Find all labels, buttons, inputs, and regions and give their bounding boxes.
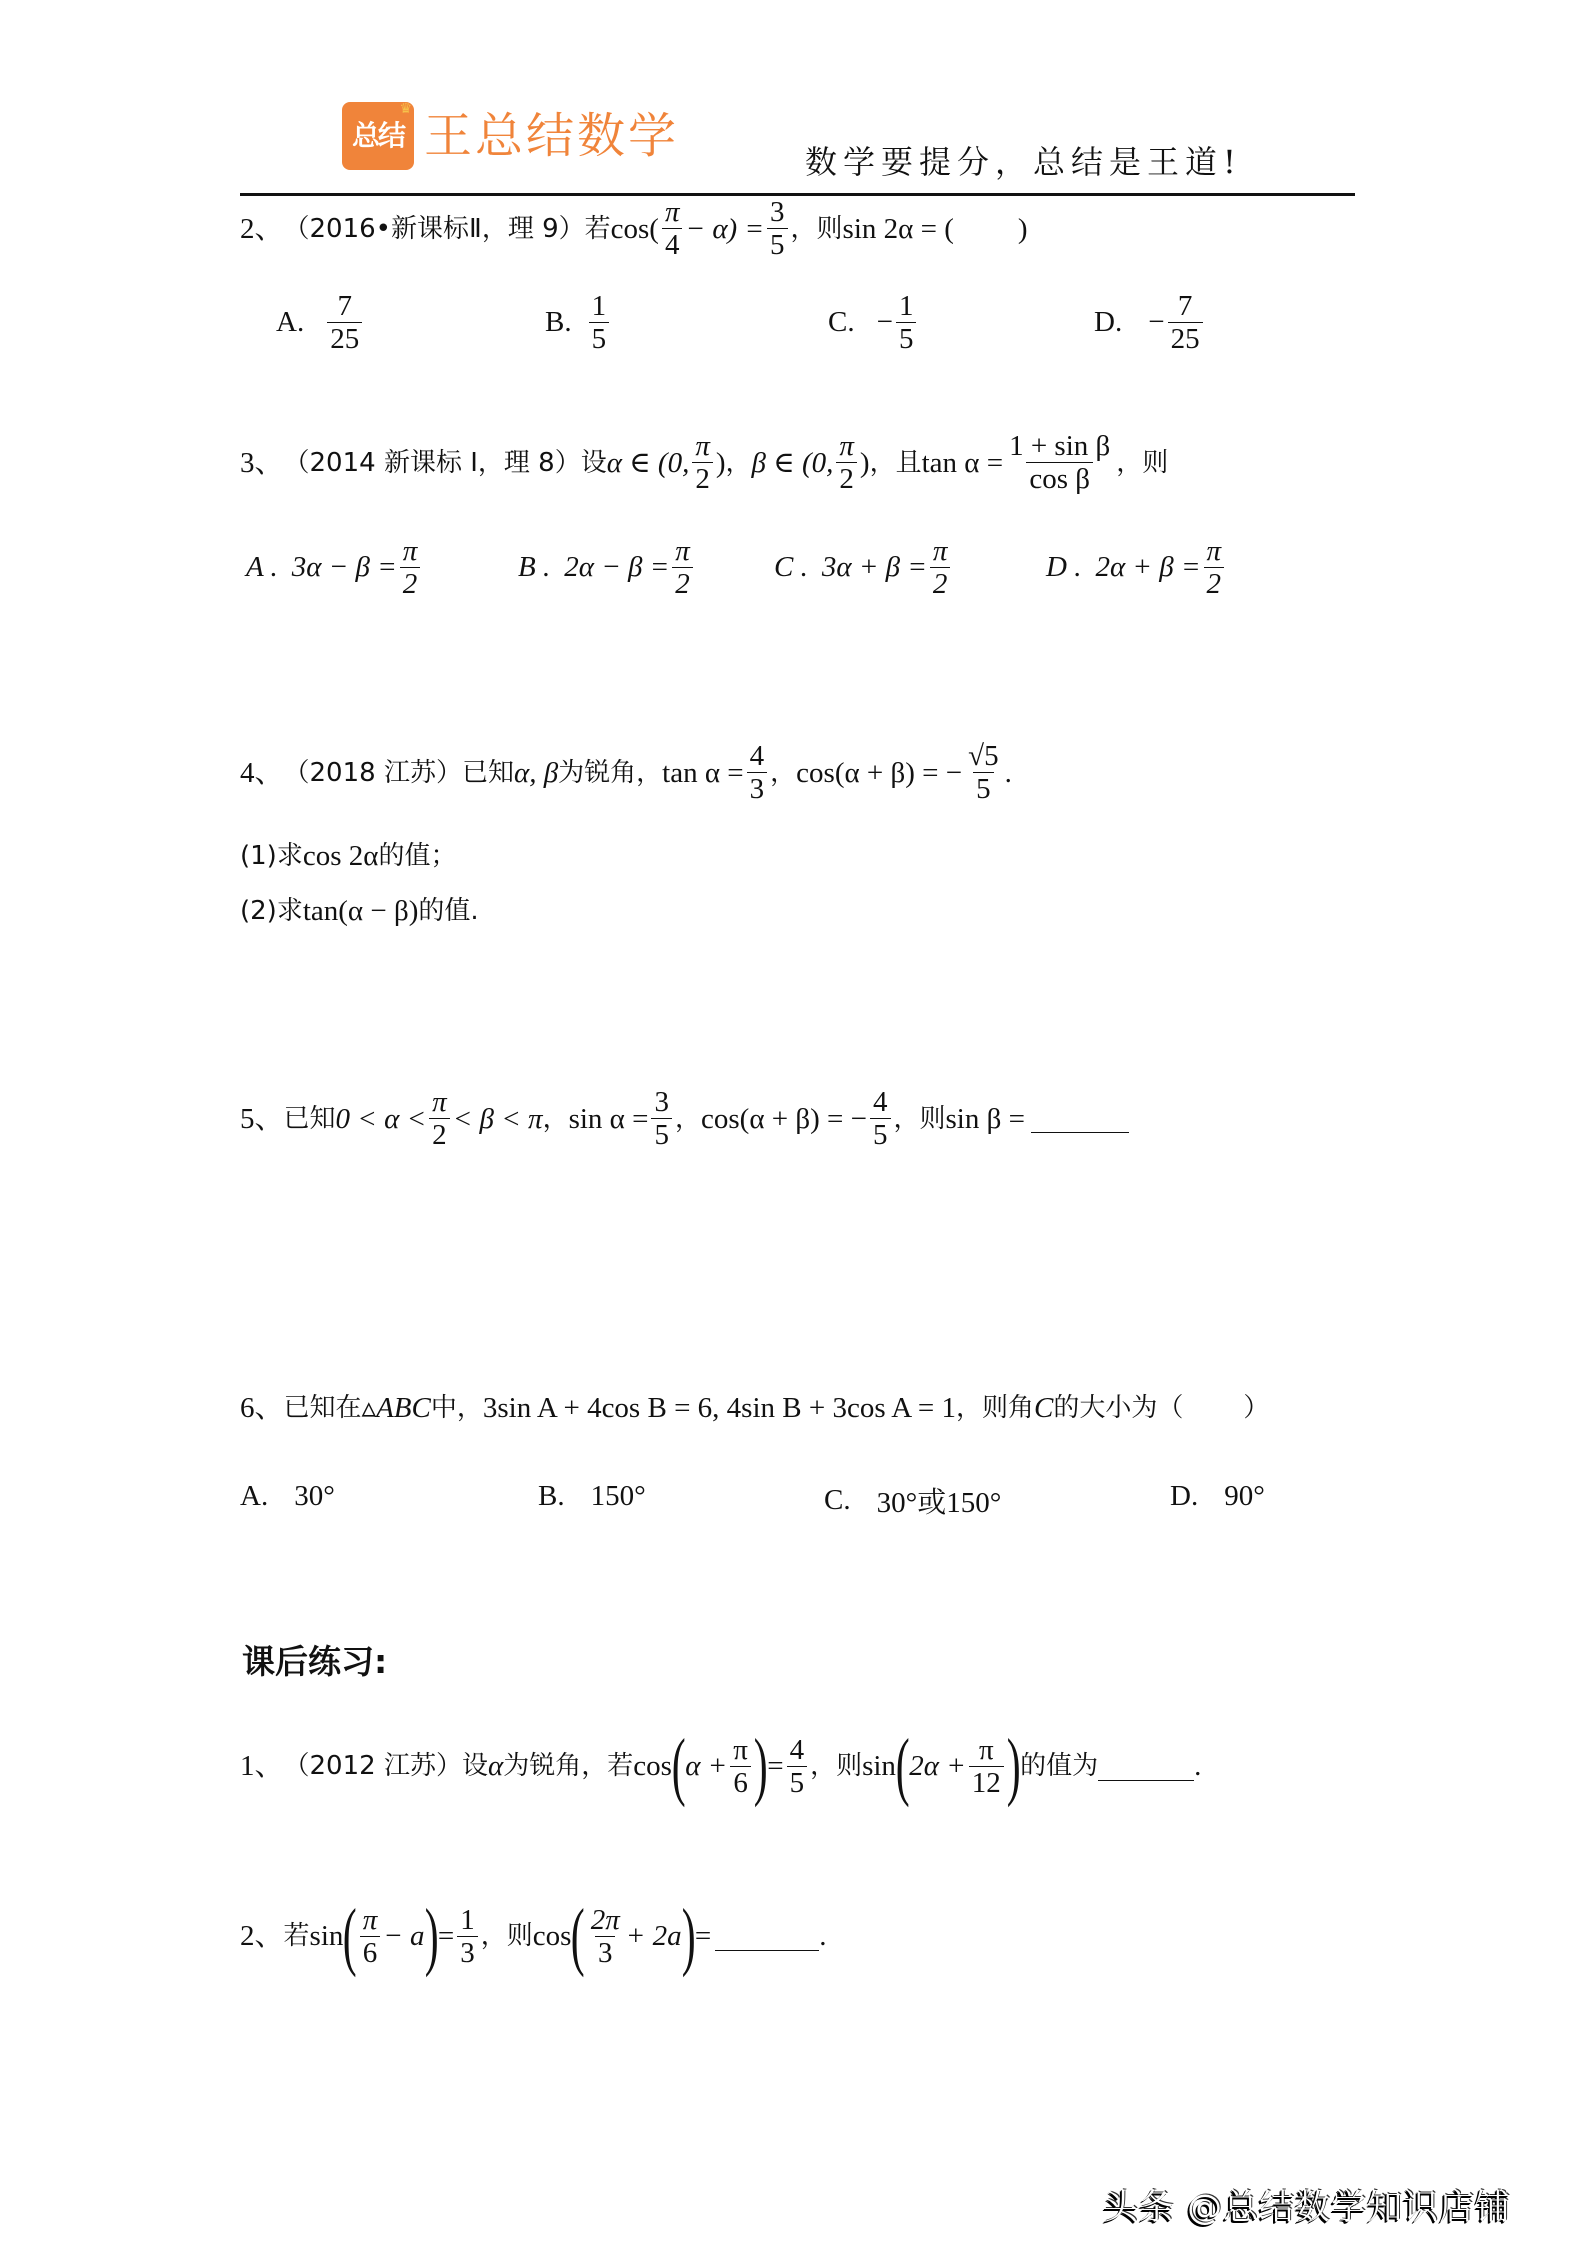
text: 设 xyxy=(580,447,607,478)
paren-close: ） xyxy=(1243,1393,1270,1423)
homework-1 xyxy=(240,1724,1202,1808)
option-b xyxy=(518,535,696,600)
text: 已知 xyxy=(461,757,514,788)
denominator: 2 xyxy=(692,462,713,495)
question-source: （2012 江苏） xyxy=(283,1751,462,1781)
math-expr: α ∈ (0, xyxy=(606,446,690,479)
math-expr: cos(α + β) = − xyxy=(796,756,963,789)
text: 为锐角， xyxy=(558,757,663,788)
question-number: 3、 xyxy=(240,446,284,479)
denominator: 5 xyxy=(870,1118,891,1151)
math-func: sin xyxy=(309,1920,344,1952)
homework-2 xyxy=(240,1894,827,1978)
fraction xyxy=(787,1734,808,1799)
fraction xyxy=(969,1734,1004,1799)
question-number: 6、 xyxy=(240,1392,284,1424)
math-expr: + 2a xyxy=(625,1920,682,1952)
math-expr: = xyxy=(437,1920,455,1952)
logo-badge-text: 总结 xyxy=(351,119,404,152)
text: 的大小为（ xyxy=(1053,1393,1184,1423)
denominator: 12 xyxy=(969,1766,1004,1799)
option-a xyxy=(276,290,365,355)
denominator: 25 xyxy=(1168,322,1203,355)
math-func: sin xyxy=(862,1750,896,1782)
option-label: C. xyxy=(824,1484,851,1516)
denominator: 3 xyxy=(457,1936,478,1969)
math-expr: − α) = xyxy=(685,212,765,245)
question-6 xyxy=(240,1390,1269,1426)
paren-close: ) xyxy=(753,1724,768,1808)
option-d xyxy=(1170,1480,1265,1513)
answer-blank[interactable] xyxy=(1031,1104,1129,1133)
numerator: 2π xyxy=(590,1903,620,1936)
denominator: 5 xyxy=(589,322,610,355)
text: 为锐角，若 xyxy=(503,1751,634,1781)
math-expr: α xyxy=(487,1750,504,1782)
fraction xyxy=(1006,430,1113,495)
numerator: π xyxy=(978,1733,994,1766)
sign: − xyxy=(876,306,893,338)
question-4-part-1 xyxy=(240,838,456,874)
question-number: 1、 xyxy=(240,1750,284,1782)
text: 已知 xyxy=(283,1103,336,1134)
option-c xyxy=(828,290,919,355)
denominator: 2 xyxy=(836,462,857,495)
fraction xyxy=(1204,535,1225,600)
paren-close: ) xyxy=(424,1894,439,1978)
fraction xyxy=(870,1086,891,1151)
fraction xyxy=(836,430,857,495)
numerator: π xyxy=(932,535,948,567)
math-expr: 3α + β = xyxy=(821,551,927,583)
fraction xyxy=(651,1086,672,1151)
numerator: π xyxy=(839,430,854,462)
option-label: B . xyxy=(518,551,551,583)
numerator: π xyxy=(1206,535,1222,567)
option-label: C. xyxy=(828,306,855,338)
math-expr: α + xyxy=(685,1750,728,1782)
option-value: 30°或150° xyxy=(876,1487,1002,1519)
fraction xyxy=(730,1734,751,1799)
option-label: D . xyxy=(1046,551,1082,583)
numerator: π xyxy=(402,535,418,567)
denominator: 25 xyxy=(327,322,362,355)
fraction xyxy=(747,740,768,805)
option-b xyxy=(538,1480,646,1513)
denominator: 2 xyxy=(930,567,951,600)
sign: − xyxy=(1148,306,1165,338)
option-d xyxy=(1046,535,1227,600)
denominator: 6 xyxy=(360,1936,381,1969)
text: 若 xyxy=(283,1921,310,1951)
fraction xyxy=(672,535,693,600)
numerator: 1 xyxy=(591,290,607,322)
option-value: 150° xyxy=(590,1480,646,1512)
numerator: 4 xyxy=(873,1086,888,1118)
fraction xyxy=(692,430,713,495)
option-a xyxy=(246,535,423,600)
text: 的值为 xyxy=(1020,1751,1099,1781)
fraction xyxy=(965,740,1001,805)
option-c xyxy=(824,1480,1001,1521)
paren-close: ) xyxy=(715,446,726,479)
question-source: （2014 新课标 I，理 8） xyxy=(283,447,581,478)
option-label: A. xyxy=(276,306,305,338)
option-label: D. xyxy=(1094,306,1123,338)
numerator: π xyxy=(733,1733,748,1766)
fraction xyxy=(588,1904,623,1969)
question-number: 5、 xyxy=(240,1102,284,1135)
option-label: D. xyxy=(1170,1480,1199,1512)
denominator: 3 xyxy=(747,772,768,805)
text: 若 xyxy=(584,213,611,244)
fraction xyxy=(400,535,421,600)
text: . xyxy=(1194,1750,1202,1782)
numerator: 4 xyxy=(789,1733,805,1766)
paren-open: ( xyxy=(343,1894,357,1978)
math-func: cos xyxy=(532,1920,572,1952)
option-value: 90° xyxy=(1224,1480,1265,1512)
text: ， xyxy=(542,1103,569,1134)
paren-open: ( xyxy=(895,1724,910,1808)
fraction xyxy=(1168,290,1203,355)
denominator: 5 xyxy=(973,772,994,805)
text: ， xyxy=(674,1103,701,1134)
text: 中， xyxy=(430,1393,483,1423)
text: 已知在 xyxy=(283,1393,362,1423)
text: ，则 xyxy=(790,213,843,244)
denominator: 3 xyxy=(595,1936,616,1969)
denominator: 2 xyxy=(1204,567,1225,600)
math-expr: < β < π xyxy=(452,1102,543,1135)
numerator: π xyxy=(675,535,690,567)
option-a xyxy=(240,1480,335,1513)
question-source: （2018 江苏） xyxy=(283,757,462,788)
denominator: 5 xyxy=(787,1766,808,1799)
question-source: （2016•新课标Ⅱ，理 9） xyxy=(283,213,585,244)
logo-text: 王总结数学 xyxy=(424,108,680,164)
math-expr: 3sin A + 4cos B = 6, 4sin B + 3cos A = 1 xyxy=(482,1392,956,1424)
numerator: 3 xyxy=(654,1086,669,1118)
text: 的值. xyxy=(418,896,479,926)
denominator: 5 xyxy=(651,1118,672,1151)
math-expr: 2α − β = xyxy=(564,551,670,583)
answer-blank[interactable] xyxy=(1098,1752,1194,1781)
text: (1)求 xyxy=(240,841,303,871)
math-expr: cos(α + β) = − xyxy=(701,1102,867,1135)
crown-icon: ♛ xyxy=(399,102,412,117)
question-3 xyxy=(240,430,1168,495)
option-label: A . xyxy=(246,551,278,583)
text: . xyxy=(1004,756,1012,789)
fraction xyxy=(930,535,951,600)
question-number: 2、 xyxy=(240,1920,284,1952)
denominator: 5 xyxy=(896,322,917,355)
math-expr: − a xyxy=(383,1920,425,1952)
paren-close: ) xyxy=(681,1894,696,1978)
text: . xyxy=(819,1920,827,1952)
paren-close: ) xyxy=(1017,212,1028,245)
option-b xyxy=(545,290,612,355)
text: ，且 xyxy=(869,447,922,478)
fraction xyxy=(662,196,683,261)
math-expr: sin β = xyxy=(945,1102,1025,1135)
logo-badge xyxy=(342,102,414,170)
math-expr: 3α − β = xyxy=(291,551,397,583)
numerator: 4 xyxy=(749,740,765,772)
fraction xyxy=(589,290,610,355)
paren-open: ( xyxy=(571,1894,586,1978)
section-title-homework: 课后练习: xyxy=(242,1642,388,1681)
math-expr: 0 < α < xyxy=(335,1102,427,1135)
numerator: 7 xyxy=(1177,290,1193,322)
question-number: 4、 xyxy=(240,756,284,789)
numerator: √5 xyxy=(968,740,999,772)
math-expr: 2α + β = xyxy=(1095,551,1201,583)
math-expr: cos 2α xyxy=(302,840,379,872)
numerator: π xyxy=(695,430,710,462)
denominator: 6 xyxy=(730,1766,751,1799)
numerator: 1 xyxy=(460,1903,475,1936)
math-expr: C xyxy=(1033,1392,1054,1424)
text: ，则 xyxy=(893,1103,946,1134)
numerator: 7 xyxy=(337,290,352,322)
numerator: π xyxy=(432,1086,447,1118)
question-4-part-2 xyxy=(240,893,479,929)
math-expr: β ∈ (0, xyxy=(751,446,834,479)
numerator: 1 + sin β xyxy=(1009,430,1111,462)
text: ，则 xyxy=(480,1921,533,1951)
denominator: 2 xyxy=(429,1118,450,1151)
paren-open: ( xyxy=(671,1724,686,1808)
denominator: 2 xyxy=(400,567,421,600)
math-expr: cos( xyxy=(610,212,659,245)
fraction xyxy=(360,1904,381,1969)
text: ， xyxy=(725,447,752,478)
paren-close: ) xyxy=(1006,1724,1021,1808)
math-expr: tan(α − β) xyxy=(302,895,419,927)
watermark: 头条 @总结数学知识店铺 xyxy=(1103,2188,1512,2228)
option-label: B. xyxy=(538,1480,565,1512)
text: 设 xyxy=(461,1751,488,1781)
text: ，则 xyxy=(810,1751,863,1781)
numerator: π xyxy=(362,1903,378,1936)
fraction xyxy=(767,196,788,261)
fraction xyxy=(327,290,362,355)
option-d xyxy=(1094,290,1206,355)
numerator: π xyxy=(664,196,680,228)
math-expr: tan α = xyxy=(662,756,744,789)
option-c xyxy=(774,535,953,600)
fraction xyxy=(457,1904,478,1969)
numerator: 1 xyxy=(898,290,914,322)
option-label: C . xyxy=(774,551,808,583)
slogan: 数学要提分，总结是王道! xyxy=(805,143,1242,181)
text: (2)求 xyxy=(240,896,303,926)
math-expr: α, β xyxy=(513,756,559,789)
paren-close: ) xyxy=(859,446,870,479)
numerator: 3 xyxy=(770,196,785,228)
text: ，则 xyxy=(1116,447,1169,478)
answer-blank[interactable] xyxy=(715,1922,819,1951)
question-5 xyxy=(240,1086,1129,1151)
math-expr: ▵ABC xyxy=(361,1392,431,1424)
option-value: 30° xyxy=(294,1480,335,1512)
text: ， xyxy=(770,757,797,788)
math-expr: sin α = xyxy=(568,1102,649,1135)
math-func: cos xyxy=(633,1750,672,1782)
denominator: cos β xyxy=(1026,462,1093,495)
math-expr: = xyxy=(694,1920,712,1952)
denominator: 5 xyxy=(767,228,788,261)
text: ，则角 xyxy=(955,1393,1034,1423)
option-label: A. xyxy=(240,1480,269,1512)
question-2 xyxy=(240,196,1028,261)
question-number: 2、 xyxy=(240,212,284,245)
denominator: 2 xyxy=(672,567,693,600)
math-expr: = xyxy=(767,1750,784,1782)
math-expr: sin 2α = ( xyxy=(842,212,954,245)
question-4 xyxy=(240,740,1012,805)
math-expr: tan α = xyxy=(921,446,1004,479)
option-label: B. xyxy=(545,306,572,338)
text: 的值； xyxy=(378,841,457,871)
math-expr: 2α + xyxy=(909,1750,966,1782)
denominator: 4 xyxy=(662,228,683,261)
fraction xyxy=(429,1086,450,1151)
fraction xyxy=(896,290,917,355)
